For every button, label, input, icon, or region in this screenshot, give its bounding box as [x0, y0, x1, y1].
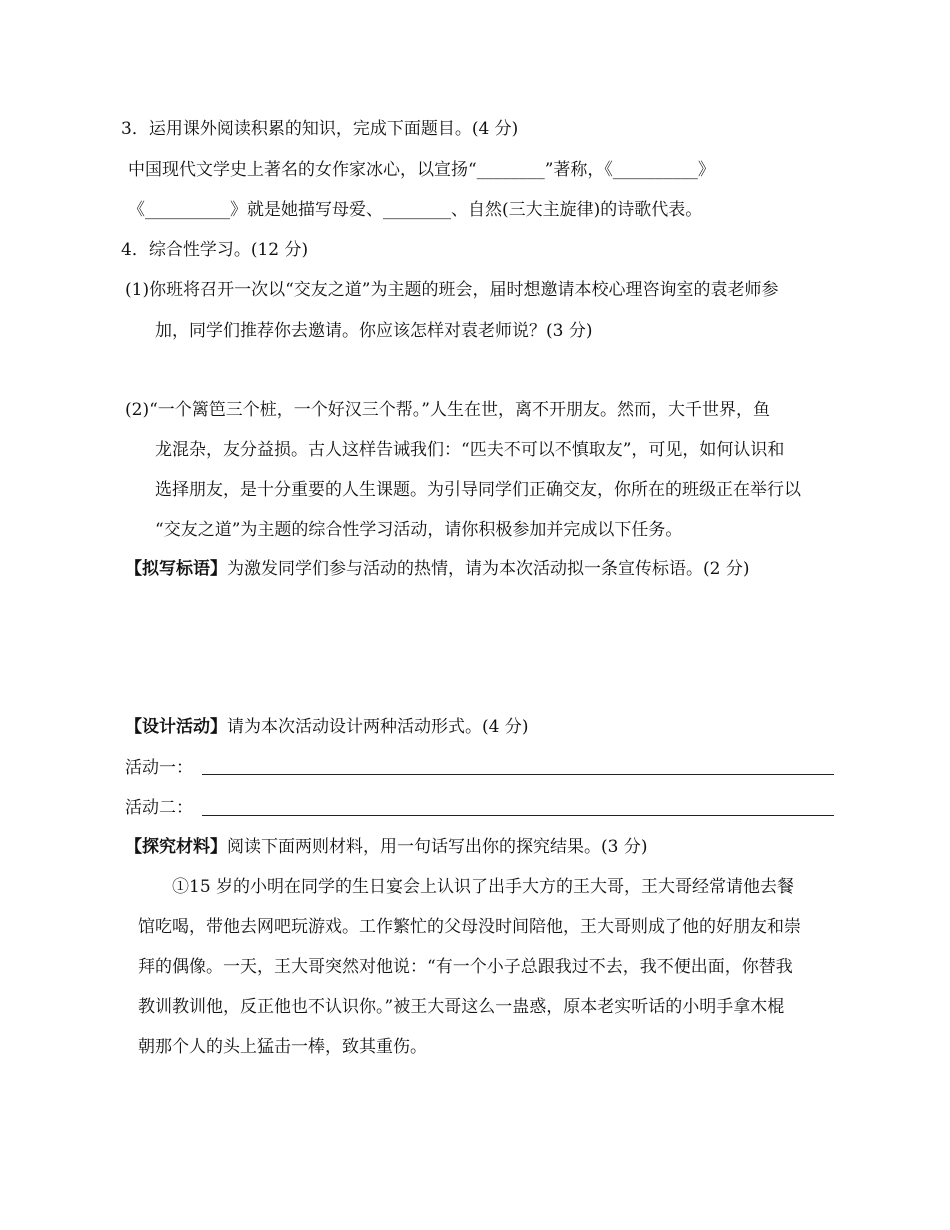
slogan-task [125, 558, 749, 580]
activity-2-label: 活动二： [125, 798, 193, 818]
material-line-4: 教训教训他，反正他也不认识你。”被王大哥这么一蛊惑，原本老实听话的小明手拿木棍 [138, 997, 785, 1017]
material-line-1: ①15 岁的小明在同学的生日宴会上认识了出手大方的王大哥，王大哥经常请他去餐 [172, 877, 795, 897]
activity-2-answer-line[interactable] [202, 815, 834, 816]
question-4-part-1-line-2: 加，同学们推荐你去邀请。你应该怎样对袁老师说？(3 分) [155, 321, 593, 341]
material-line-5: 朝那个人的头上猛击一棒，致其重伤。 [138, 1037, 427, 1057]
material-line-3: 拜的偶像。一天，王大哥突然对他说：“有一个小子总跟我过不去，我不便出面，你替我 [138, 957, 793, 977]
question-4-title: 4．综合性学习。(12 分) [121, 240, 309, 260]
slogan-tag: 【拟写标语】 [125, 559, 227, 579]
question-4-part-2-line-1: (2)“一个篱笆三个桩，一个好汉三个帮。”人生在世，离不开朋友。然而，大千世界，鱼 [125, 400, 770, 420]
design-task [125, 716, 528, 738]
slogan-text: 为激发同学们参与活动的热情，请为本次活动拟一条宣传标语。(2 分) [227, 559, 750, 579]
design-tag: 【设计活动】 [125, 717, 227, 737]
question-4-part-2-line-4: “交友之道”为主题的综合性学习活动，请你积极参加并完成以下任务。 [155, 520, 683, 540]
explore-tag: 【探究材料】 [125, 837, 227, 857]
explore-text: 阅读下面两则材料，用一句话写出你的探究结果。(3 分) [227, 837, 648, 857]
question-4-part-2-line-3: 选择朋友，是十分重要的人生课题。为引导同学们正确交友，你所在的班级正在举行以 [155, 480, 801, 500]
design-text: 请为本次活动设计两种活动形式。(4 分) [227, 717, 529, 737]
question-3-title: 3．运用课外阅读积累的知识，完成下面题目。(4 分) [121, 119, 519, 139]
activity-1-label: 活动一： [125, 758, 193, 778]
question-4-part-1-line-1: (1)你班将召开一次以“交友之道”为主题的班会，届时想邀请本校心理咨询室的袁老师参 [125, 280, 779, 300]
question-3-line-1: 中国现代文学史上著名的女作家冰心，以宣扬“________”著称，《__________》 [128, 160, 715, 180]
activity-1-answer-line[interactable] [202, 774, 834, 775]
material-line-2: 馆吃喝，带他去网吧玩游戏。工作繁忙的父母没时间陪他，王大哥则成了他的好朋友和崇 [138, 917, 801, 937]
explore-task [125, 836, 647, 858]
question-4-part-2-line-2: 龙混杂，友分益损。古人这样告诫我们：“匹夫不可以不慎取友”，可见，如何认识和 [155, 440, 785, 460]
question-3-line-2: 《__________》就是她描写母爱、________、自然(三大主旋律)的诗歌代表。 [128, 200, 703, 220]
